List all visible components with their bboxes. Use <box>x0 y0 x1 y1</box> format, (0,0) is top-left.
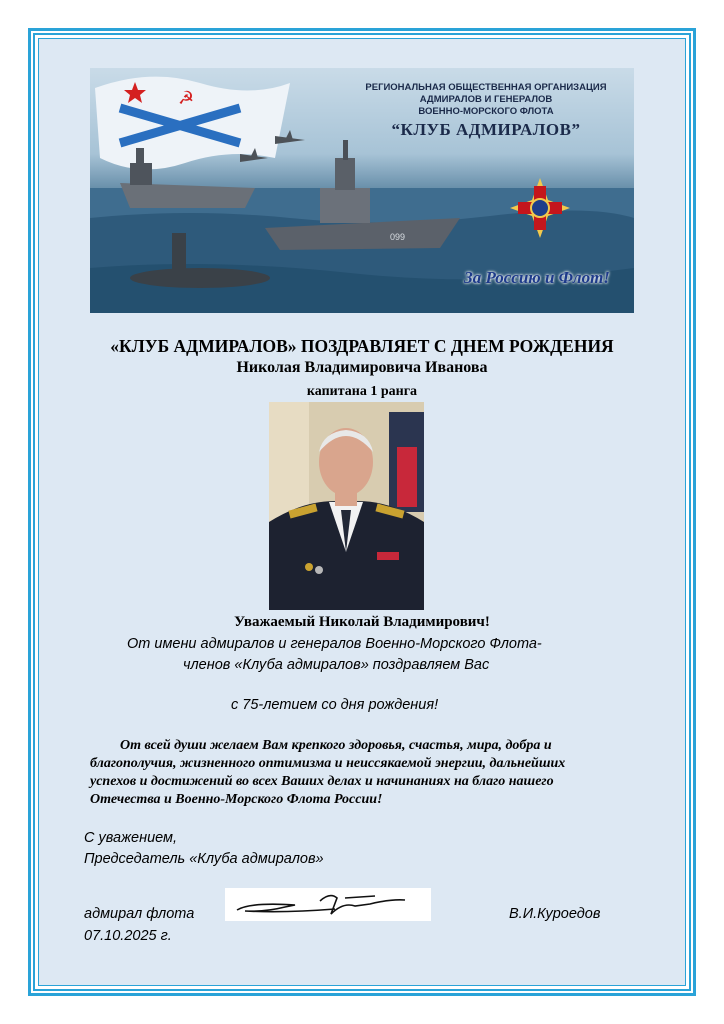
anniversary-line: с 75-летием со дня рождения! <box>231 697 439 713</box>
signer-position: Председатель «Клуба адмиралов» <box>84 851 324 867</box>
handwritten-signature <box>225 888 431 921</box>
organization-line-1: РЕГИОНАЛЬНАЯ ОБЩЕСТВЕННАЯ ОРГАНИЗАЦИЯ <box>365 82 607 93</box>
wish-line-3: успехов и достижений во всех Ваших делах и начинаниях на благо нашего <box>90 774 554 789</box>
banner-motto: За Россию и Флот! <box>464 268 610 287</box>
wish-line-2: благополучия, жизненного оптимизма и неиссякаемой энергии, дальнейших <box>90 756 566 771</box>
portrait-illustration <box>269 402 424 610</box>
honoree-rank: капитана 1 ранга <box>306 384 418 399</box>
club-name: “КЛУБ АДМИРАЛОВ” <box>391 120 581 139</box>
greeting: Уважаемый Николай Владимирович! <box>234 614 490 630</box>
svg-text:099: 099 <box>390 232 406 242</box>
wish-line-4: Отечества и Военно-Морского Флота России! <box>90 792 383 807</box>
regards-text: С уважением, <box>84 830 178 846</box>
letter-line-1: От имени адмиралов и генералов Военно-Морского Флота- <box>127 636 542 652</box>
svg-text:☭: ☭ <box>178 88 195 109</box>
signer-name: В.И.Куроедов <box>509 906 601 922</box>
honoree-name: Николая Владимировича Иванова <box>236 359 488 376</box>
organization-line-2: АДМИРАЛОВ И ГЕНЕРАЛОВ <box>419 94 553 105</box>
organization-line-3: ВОЕННО-МОРСКОГО ФЛОТА <box>418 106 554 117</box>
wish-line-1: От всей души желаем Вам крепкого здоровья, счастья, мира, добра и <box>120 738 552 753</box>
header-banner <box>90 68 634 313</box>
signature-mark <box>225 888 431 921</box>
honoree-portrait <box>269 402 424 610</box>
letter-line-2: членов «Клуба адмиралов» поздравляем Вас <box>183 657 490 673</box>
congratulation-heading: «КЛУБ АДМИРАЛОВ» ПОЗДРАВЛЯЕТ С ДНЕМ РОЖДЕНИЯ <box>110 336 614 356</box>
letter-date: 07.10.2025 г. <box>84 928 172 944</box>
organization-title <box>348 82 624 118</box>
signer-rank: адмирал флота <box>84 906 195 922</box>
